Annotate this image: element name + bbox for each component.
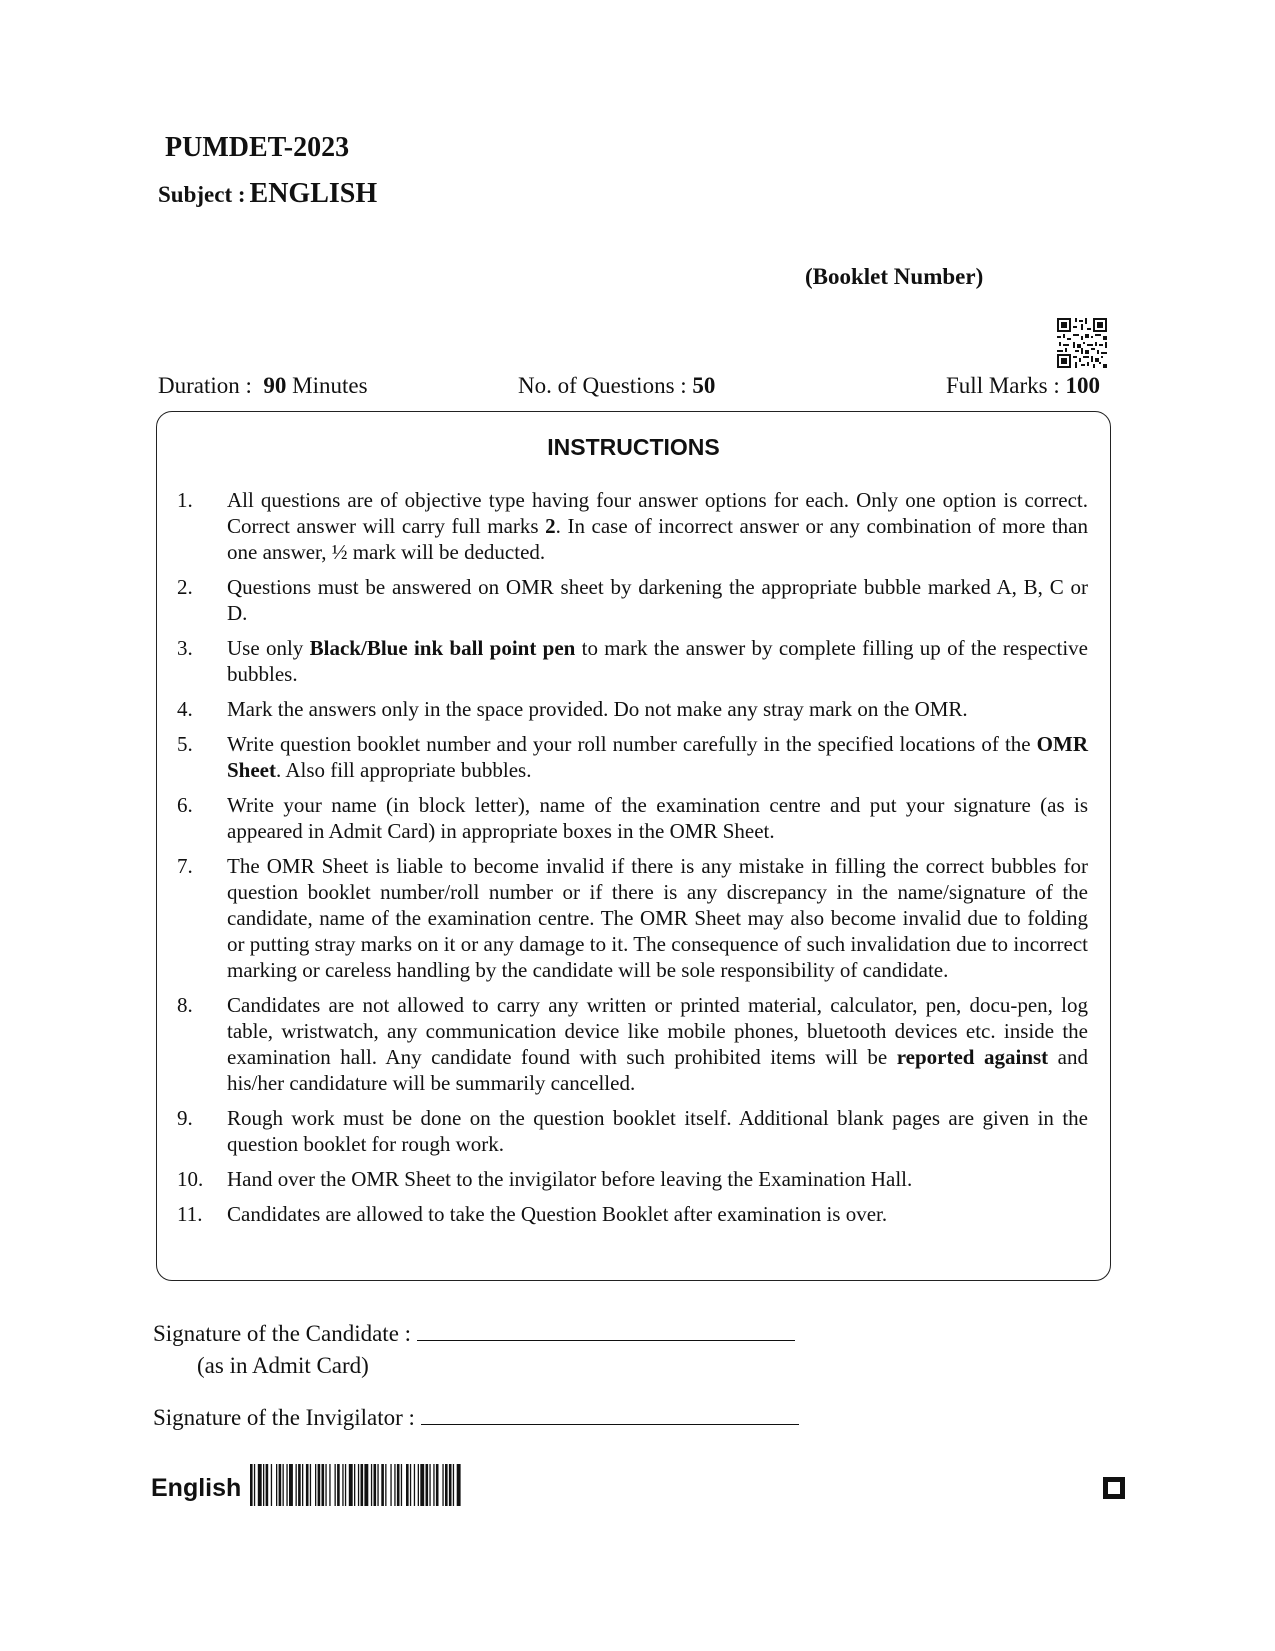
subject-label: Subject : (158, 182, 246, 207)
barcode-bar (254, 1464, 255, 1506)
instruction-text-part: The OMR Sheet is liable to become invalid if there is any mistake in filling the correct bubbles for question booklet number/roll number or if there is any discrepancy in the name/signature of the candidate, name of the examination centre. The OMR Sheet may also become invalid due to folding or putting stray marks on it or any damage to it. The consequence of such invalidation due to incorrect marking or careless handling by the candidate will be sole responsibility of candidate. (227, 854, 1088, 982)
instruction-text-part: . Also fill appropriate bubbles. (276, 758, 532, 782)
barcode-bar (329, 1464, 330, 1506)
instruction-text-part: . In case of incorrect answer or any combination of more than one answer, ½ mark will be deducted. (227, 514, 1088, 564)
instruction-number: 2. (177, 575, 193, 599)
barcode-bar (429, 1464, 430, 1506)
barcode-bar (315, 1464, 316, 1506)
invigilator-signature-line[interactable] (421, 1402, 799, 1425)
instruction-number: 1. (177, 488, 193, 512)
instruction-item (177, 1166, 1088, 1192)
instruction-text-part: Questions must be answered on OMR sheet by darkening the appropriate bubble marked A, B, C or D. (227, 575, 1088, 625)
instruction-number: 11. (177, 1202, 203, 1226)
instruction-number: 5. (177, 732, 193, 756)
instruction-number: 9. (177, 1106, 193, 1130)
barcode-bar (420, 1464, 424, 1506)
instruction-text-bold: OMR Sheet (227, 732, 1088, 782)
invigilator-signature-label: Signature of the Invigilator : (153, 1405, 415, 1430)
footer-language: English (151, 1474, 242, 1502)
barcode-bar (271, 1464, 272, 1506)
barcode-bar (337, 1464, 340, 1506)
barcode-bar (358, 1464, 359, 1506)
marks-label: Full Marks : (946, 373, 1060, 398)
barcode-bar (276, 1464, 277, 1506)
instructions-heading: INSTRUCTIONS (547, 434, 720, 460)
instruction-item (177, 696, 1088, 722)
barcode-bar (322, 1464, 325, 1506)
instruction-number: 6. (177, 793, 193, 817)
instruction-text (227, 992, 1088, 1096)
barcode-bar (266, 1464, 269, 1506)
candidate-signature-line[interactable] (417, 1318, 795, 1341)
instruction-text-part: All questions are of objective type having four answer options for each. Only one option is correct. Correct answer will carry full marks (227, 488, 1088, 538)
instructions-list (177, 487, 1088, 1236)
instruction-item (177, 487, 1088, 565)
barcode-bar (298, 1464, 301, 1506)
instruction-item (177, 731, 1088, 783)
barcode-bar (397, 1464, 400, 1506)
barcode-bar (377, 1464, 378, 1506)
barcode-bar (250, 1464, 253, 1506)
instruction-text-part: Write question booklet number and your roll number carefully in the specified locations of the (227, 732, 1037, 756)
barcode-bar (258, 1464, 262, 1506)
barcode-bar (306, 1464, 309, 1506)
barcode-bar (318, 1464, 321, 1506)
instruction-number: 4. (177, 697, 193, 721)
duration-label: Duration : (158, 373, 252, 398)
instruction-text (227, 696, 1088, 722)
exam-meta-row (158, 373, 1100, 403)
instruction-text-part: Mark the answers only in the space provided. Do not make any stray mark on the OMR. (227, 697, 968, 721)
barcode-bar (263, 1464, 264, 1506)
questions-value: 50 (692, 373, 716, 398)
instruction-text-part: Use only (227, 636, 310, 660)
barcode-bar (410, 1464, 411, 1506)
barcode-bar (374, 1464, 377, 1506)
instruction-text (227, 1201, 1088, 1227)
instruction-item (177, 1105, 1088, 1157)
instruction-text-bold: 2 (545, 514, 556, 538)
instruction-number: 3. (177, 636, 193, 660)
candidate-signature-label: Signature of the Candidate : (153, 1321, 412, 1346)
barcode-bar (442, 1464, 443, 1506)
instruction-text (227, 574, 1088, 626)
marks-value: 100 (1065, 373, 1100, 398)
barcode-bar (286, 1464, 287, 1506)
subject-value: ENGLISH (249, 178, 378, 209)
barcode-bar (426, 1464, 429, 1506)
instruction-text-part: and his/her candidature will be summarily cancelled. (227, 1045, 1089, 1095)
corner-registration-mark (1103, 1477, 1125, 1499)
barcode-bar (342, 1464, 343, 1506)
instruction-item (177, 574, 1088, 626)
barcode-bar (354, 1464, 355, 1506)
subject-line (158, 178, 377, 210)
question-count (518, 373, 715, 399)
duration (158, 373, 368, 399)
barcode-bar (335, 1464, 336, 1506)
barcode-bar (371, 1464, 372, 1506)
instruction-number: 8. (177, 993, 193, 1017)
barcode-bar (390, 1464, 391, 1506)
instruction-text (227, 853, 1088, 983)
duration-unit: Minutes (292, 373, 368, 398)
barcode-bar (401, 1464, 402, 1506)
barcode-bar (310, 1464, 311, 1506)
instruction-text-bold: reported against (896, 1045, 1049, 1069)
instruction-text-part: to mark the answer by complete filling up of the respective bubbles. (227, 636, 1088, 686)
instruction-number: 10. (177, 1167, 204, 1191)
barcode-bar (381, 1464, 384, 1506)
candidate-signature-note: (as in Admit Card) (197, 1353, 369, 1378)
barcode-bar (325, 1464, 326, 1506)
booklet-number-label: (Booklet Number) (805, 264, 984, 289)
duration-value: 90 (263, 373, 287, 398)
barcode-bar (406, 1464, 409, 1506)
instruction-text-part: Candidates are not allowed to carry any written or printed material, calculator, pen, docu-pen, log table, wristwatch, any communication device like mobile phones, bluetooth devices etc. inside the examination hall. Any candidate found with such prohibited items will be (227, 993, 1088, 1069)
barcode-bar (433, 1464, 434, 1506)
barcode-bar (279, 1464, 282, 1506)
instruction-item (177, 992, 1088, 1096)
instruction-text (227, 1166, 1088, 1192)
instruction-number: 7. (177, 854, 193, 878)
barcode-bar (453, 1464, 454, 1506)
barcode-bar (296, 1464, 297, 1506)
instructions-box (156, 411, 1111, 1281)
qr-code-icon (1057, 318, 1107, 368)
barcode-bar (449, 1464, 452, 1506)
questions-label: No. of Questions : (518, 373, 687, 398)
barcode-bar (361, 1464, 364, 1506)
full-marks (946, 373, 1100, 399)
invigilator-signature-row (153, 1402, 799, 1431)
instruction-text (227, 487, 1088, 565)
barcode-bar (283, 1464, 284, 1506)
barcode-bar (414, 1464, 415, 1506)
instruction-text-part: Rough work must be done on the question booklet itself. Additional blank pages are given in the question booklet for rough work. (227, 1106, 1088, 1156)
instruction-text (227, 792, 1088, 844)
instruction-item (177, 853, 1088, 983)
barcode-bar (457, 1464, 461, 1506)
instruction-item (177, 635, 1088, 687)
barcode-bar (385, 1464, 386, 1506)
instruction-text (227, 731, 1088, 783)
barcode-bar (445, 1464, 448, 1506)
instruction-text-part: Candidates are allowed to take the Question Booklet after examination is over. (227, 1202, 888, 1226)
instruction-text-part: Hand over the OMR Sheet to the invigilator before leaving the Examination Hall. (227, 1167, 913, 1191)
instruction-text-bold: Black/Blue ink ball point pen (309, 636, 576, 660)
barcode-bar (418, 1464, 419, 1506)
barcode-icon (250, 1464, 585, 1506)
instruction-text-part: Write your name (in block letter), name of the examination centre and put your signature (as is appeared in Admit Card) in appropriate boxes in the OMR Sheet. (227, 793, 1088, 843)
instruction-text (227, 1105, 1088, 1157)
barcode-bar (394, 1464, 395, 1506)
barcode-bar (364, 1464, 368, 1506)
barcode-bar (436, 1464, 439, 1506)
candidate-signature-row (153, 1318, 795, 1347)
barcode-bar (289, 1464, 293, 1506)
instruction-text (227, 635, 1088, 687)
instruction-item (177, 792, 1088, 844)
barcode-bar (302, 1464, 303, 1506)
barcode-bar (345, 1464, 346, 1506)
exam-title: PUMDET-2023 (165, 132, 350, 163)
instruction-item (177, 1201, 1088, 1227)
barcode-bar (349, 1464, 353, 1506)
